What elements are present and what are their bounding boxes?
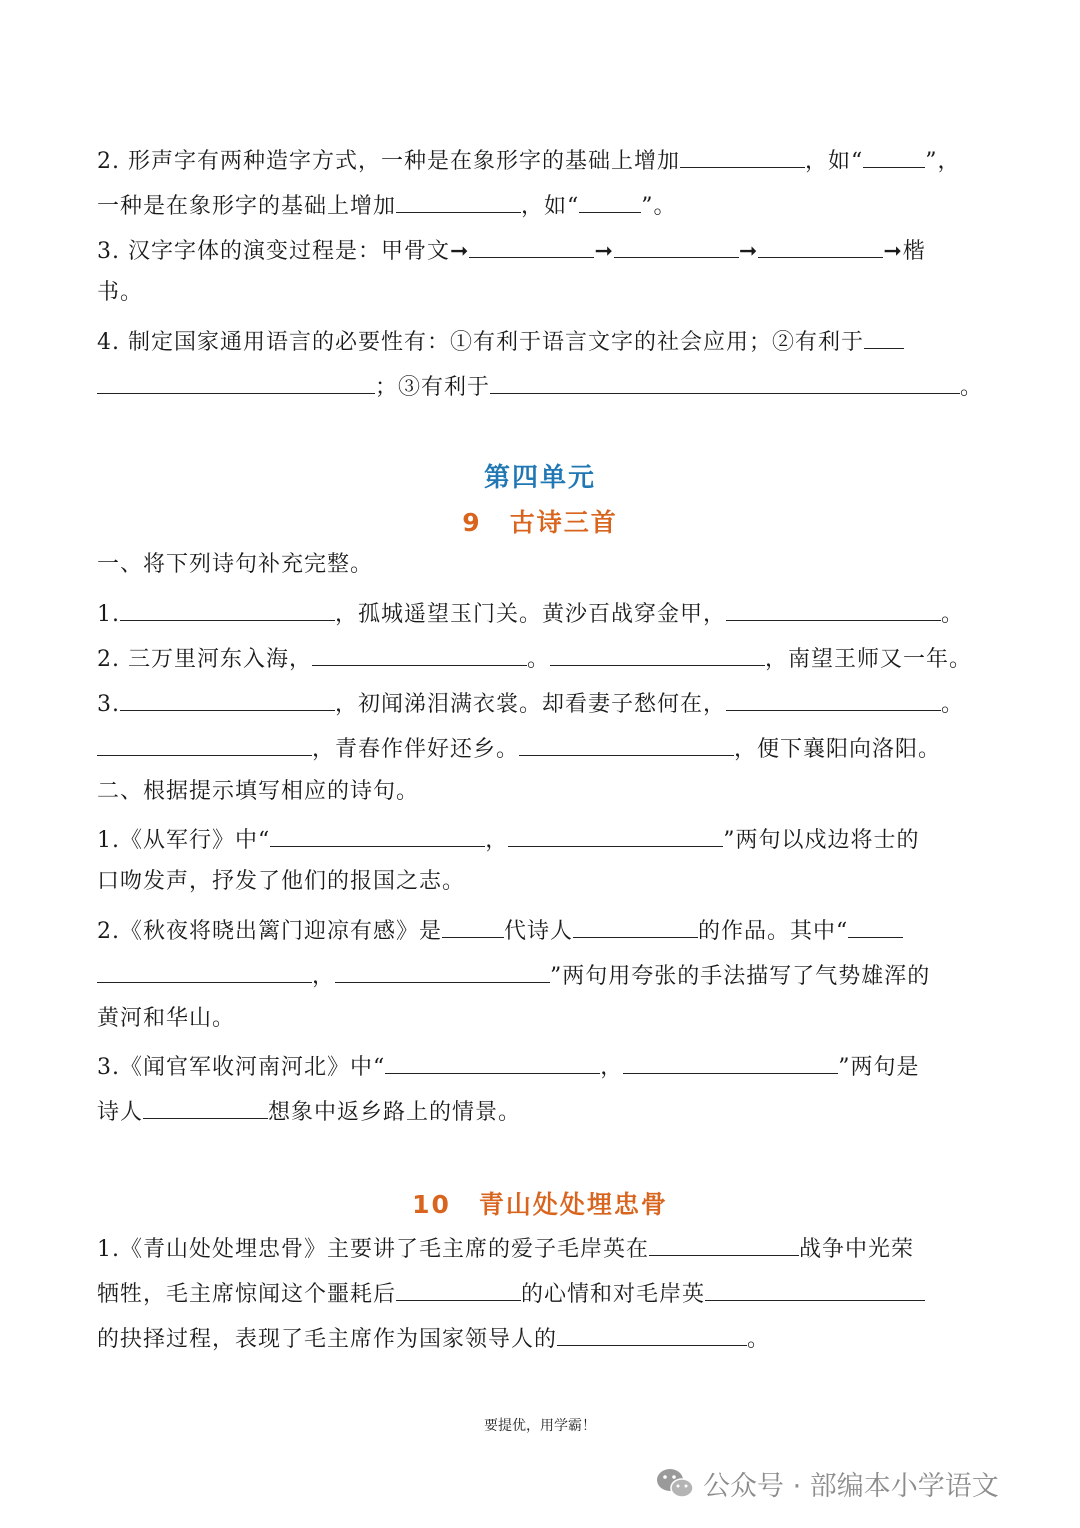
blank[interactable] (120, 596, 335, 621)
l9-p2-line1: 2.《秋夜将晓出篱门迎凉有感》是 代诗人 的作品。其中“ (97, 913, 987, 947)
part1-title: 一、将下列诗句补充完整。 (97, 552, 374, 577)
blank[interactable] (97, 369, 375, 394)
blank[interactable] (848, 913, 903, 938)
blank[interactable] (573, 913, 698, 938)
blank[interactable] (614, 233, 739, 258)
l10-q1-line3: 的抉择过程，表现了毛主席作为国家领导人的 。 (97, 1321, 987, 1355)
blank[interactable] (758, 233, 883, 258)
blank[interactable] (97, 731, 312, 756)
unit-title: 第四单元 (483, 463, 596, 493)
blank[interactable] (120, 686, 335, 711)
blank[interactable] (557, 1321, 747, 1346)
part2-title: 二、根据提示填写相应的诗句。 (97, 779, 420, 804)
q2-line1: 2. 形声字有两种造字方式，一种是在象形字的基础上增加 ，如“ ”， (97, 143, 987, 177)
l9-p1-line2: 口吻发声，抒发了他们的报国之志。 (97, 869, 466, 894)
arrow-icon: ➞ (594, 239, 614, 264)
blank[interactable] (623, 1049, 838, 1074)
q4-line1: 4. 制定国家通用语言的必要性有：①有利于语言文字的社会应用；②有利于 (97, 324, 987, 358)
blank[interactable] (550, 641, 765, 666)
blank[interactable] (97, 958, 312, 983)
blank[interactable] (469, 233, 594, 258)
blank[interactable] (705, 1276, 925, 1301)
blank[interactable] (508, 822, 723, 847)
blank[interactable] (680, 143, 805, 168)
blank[interactable] (396, 1276, 521, 1301)
blank[interactable] (335, 958, 550, 983)
blank[interactable] (396, 188, 521, 213)
blank[interactable] (579, 188, 641, 213)
q3-line2: 书。 (97, 280, 144, 305)
l10-q1-line1: 1.《青山处处埋忠骨》主要讲了毛主席的爱子毛岸英在 战争中光荣 (97, 1231, 987, 1265)
lesson-10-title: 10 青山处处埋忠骨 (412, 1190, 668, 1219)
l10-q1-line2: 牺牲，毛主席惊闻这个噩耗后 的心情和对毛岸英 (97, 1276, 987, 1310)
blank[interactable] (270, 822, 485, 847)
l9-p2-line2: ， ”两句用夸张的手法描写了气势雄浑的 (97, 958, 987, 992)
l9-p2-line3: 黄河和华山。 (97, 1006, 236, 1031)
watermark: 公众号 · 部编本小学语文 (655, 1464, 999, 1503)
blank[interactable] (649, 1231, 799, 1256)
l9-poem-1: 1. ，孤城遥望玉门关。黄沙百战穿金甲， 。 (97, 596, 987, 630)
blank[interactable] (726, 686, 941, 711)
l9-poem-2: 2. 三万里河东入海， 。 ，南望王师又一年。 (97, 641, 987, 675)
blank[interactable] (864, 324, 904, 349)
blank[interactable] (143, 1094, 268, 1119)
arrow-icon: ➞ (883, 239, 903, 264)
blank[interactable] (490, 369, 960, 394)
arrow-icon: ➞ (738, 239, 759, 264)
l9-p1-line1: 1.《从军行》中“ ， ”两句以戍边将士的 (97, 822, 987, 856)
lesson-9-title: 9 古诗三首 (462, 508, 618, 537)
arrow-icon: ➞ (450, 239, 470, 264)
blank[interactable] (312, 641, 527, 666)
blank[interactable] (726, 596, 941, 621)
q2-line2: 一种是在象形字的基础上增加 ，如“ ”。 (97, 188, 987, 222)
q3-line1: 3. 汉字字体的演变过程是：甲骨文➞ ➞ ➞ ➞楷 (97, 233, 987, 267)
wechat-icon (655, 1467, 695, 1501)
l9-poem-3: 3. ，初闻涕泪满衣裳。却看妻子愁何在， 。 (97, 686, 987, 720)
footer-slogan: 要提优，用学霸！ (484, 1418, 596, 1434)
blank[interactable] (385, 1049, 600, 1074)
l9-p3-line1: 3.《闻官军收河南河北》中“ ， ”两句是 (97, 1049, 987, 1083)
l9-poem-4: ，青春作伴好还乡。 ，便下襄阳向洛阳。 (97, 731, 987, 765)
q4-line2: ；③有利于 。 (97, 369, 987, 403)
blank[interactable] (519, 731, 734, 756)
l9-p3-line2: 诗人 想象中返乡路上的情景。 (97, 1094, 987, 1128)
blank[interactable] (863, 143, 925, 168)
blank[interactable] (442, 913, 504, 938)
